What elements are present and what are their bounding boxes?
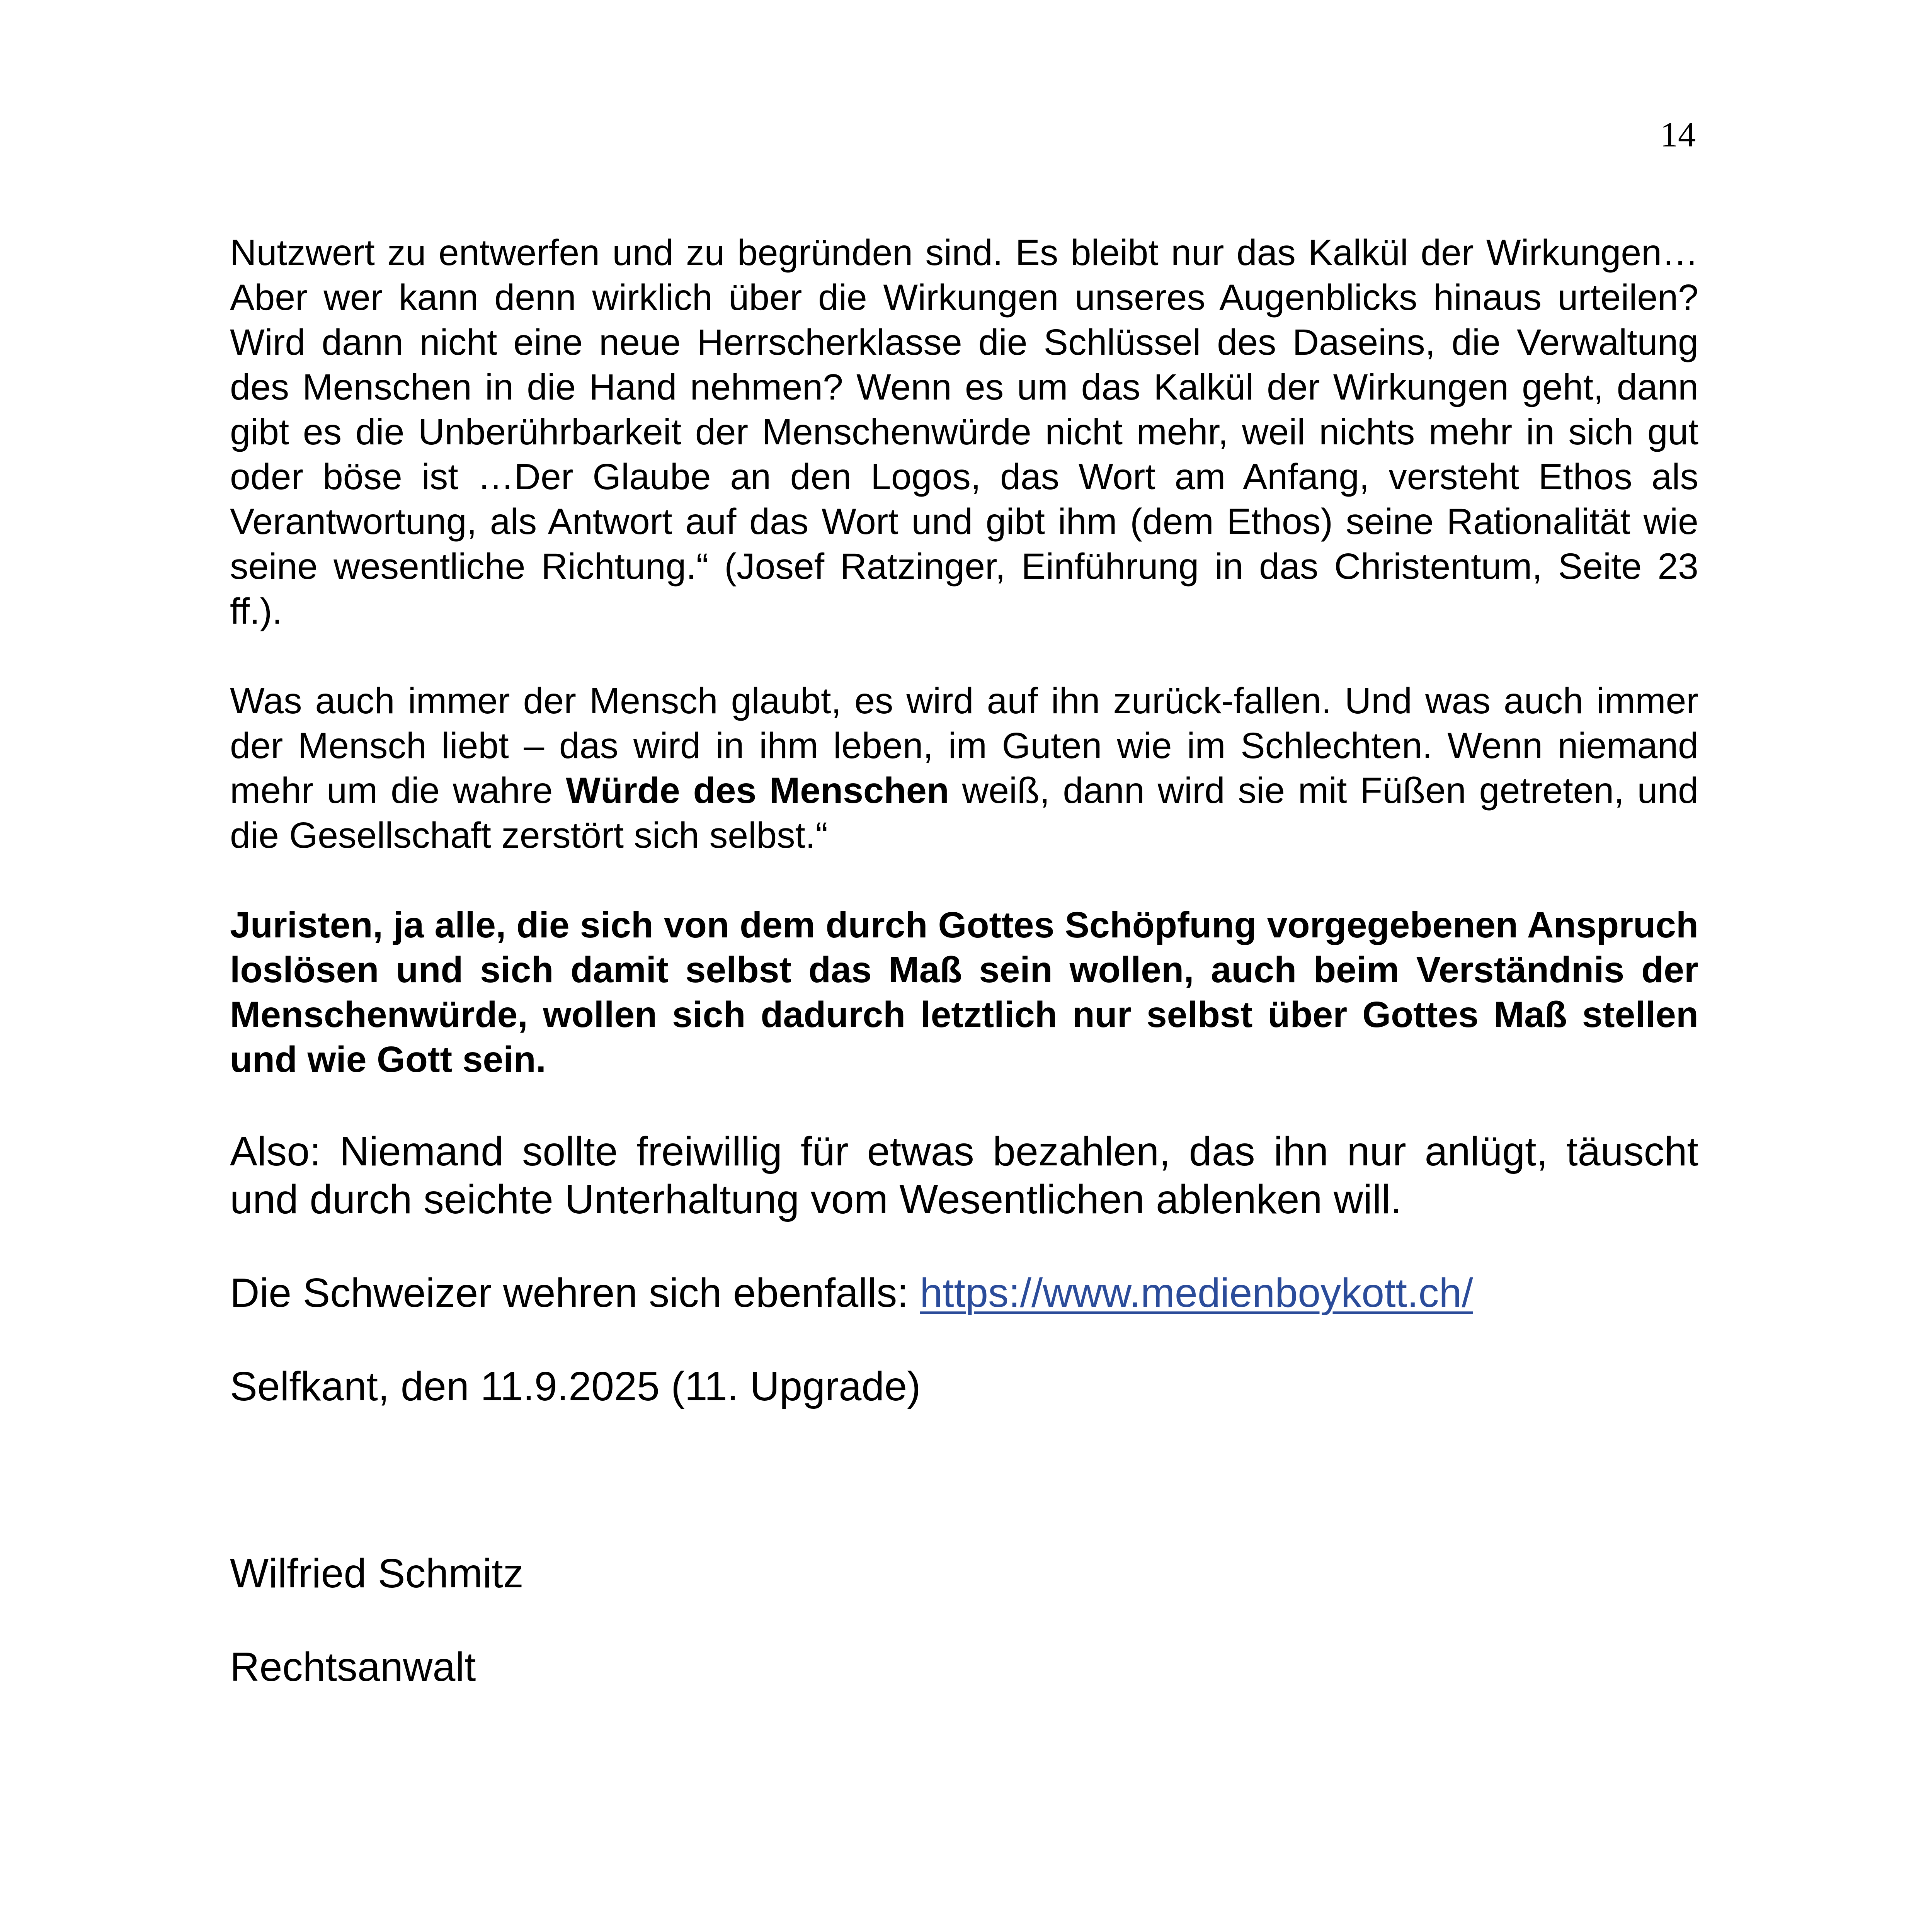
signature-title: Rechtsanwalt [230, 1644, 476, 1690]
medienboykott-link[interactable]: https://www.medienboykott.ch/ [920, 1270, 1473, 1316]
wuerde-des-menschen-emphasis: Würde des Menschen [566, 770, 949, 811]
date-line: Selfkant, den 11.9.2025 (11. Upgrade) [230, 1364, 921, 1409]
signature-name: Wilfried Schmitz [230, 1551, 524, 1596]
schweizer-text: Die Schweizer wehren sich ebenfalls: [230, 1270, 920, 1316]
schweizer-paragraph [230, 1269, 1698, 1317]
juristen-paragraph: Juristen, ja alle, die sich von dem durch Gottes Schöpfung vorgegebenen Anspruch loslösen und sich damit selbst das Maß sein wollen, auch beim Verständnis der Menschenwürde, wollen sich dadurch letztlich nur selbst über Gottes Maß stellen und wie Gott sein. [230, 905, 1698, 1080]
ratzinger-quote-paragraph: Nutzwert zu entwerfen und zu begründen sind. Es bleibt nur das Kalkül der Wirkungen…Aber wer kann denn wirklich über die Wirkungen unseres Augenblicks hinaus urteilen? Wird dann nicht eine neue Herrscherklasse die Schlüssel des Daseins, die Verwaltung des Menschen in die Hand nehmen? Wenn es um das Kalkül der Wirkungen geht, dann gibt es die Unberührbarkeit der Menschenwürde nicht mehr, weil nichts mehr in sich gut oder böse ist …Der Glaube an den Logos, das Wort am Anfang, versteht Ethos als Verantwortung, als Antwort auf das Wort und gibt ihm (dem Ethos) seine Rationalität wie seine wesentliche Richtung.“ (Josef Ratzinger, Einführung in das Christentum, Seite 23 ff.). [230, 232, 1698, 632]
mensch-text-start: Was auch immer der Mensch glaubt, es wird auf ihn zurück-fallen. Und was auch immer der Mensch liebt – das wird in ihm leben, im Guten wie im Schlechten. Wenn niemand mehr um die wahre [230, 680, 1698, 811]
mensch-text-end: weiß, dann wird sie mit Füßen getreten, und die Gesellschaft zerstört sich selbst.“ [230, 770, 1698, 856]
also-paragraph: Also: Niemand sollte freiwillig für etwas bezahlen, das ihn nur anlügt, täuscht und durch seichte Unterhaltung vom Wesentlichen ablenken will. [230, 1129, 1698, 1222]
mensch-paragraph [230, 679, 1698, 858]
page-number: 14 [1660, 115, 1696, 154]
document-body [230, 230, 1698, 1691]
